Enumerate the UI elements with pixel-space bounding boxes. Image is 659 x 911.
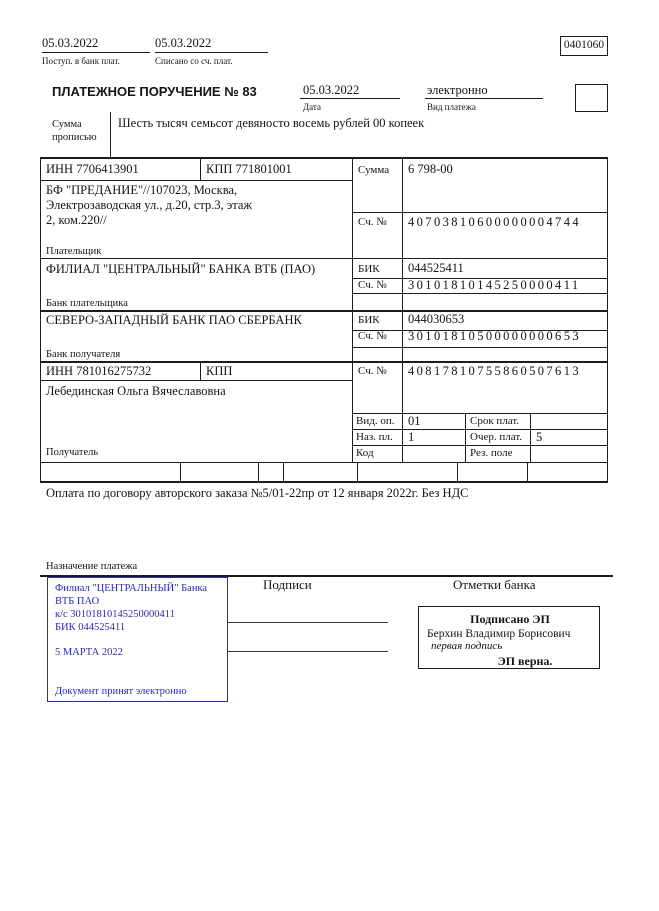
payer-kpp: КПП 771801001 — [206, 162, 292, 176]
payer-inn: ИНН 7706413901 — [46, 162, 139, 176]
payment-type-label: Вид платежа — [427, 102, 476, 112]
payment-type-underline — [425, 98, 543, 99]
stamp-line3: к/с 30101810145250000411 — [55, 609, 175, 620]
extra-row-divider-1 — [180, 462, 181, 481]
payer-address-line2: Электрозаводская ул., д.20, стр.3, этаж — [46, 198, 253, 212]
payee-account: 40817810755860507613 — [408, 364, 581, 378]
payment-purpose-text: Оплата по договору авторского заказа №5/01-22пр от 12 января 2022г. Без НДС — [46, 486, 469, 500]
op-type-label: Вид. оп. — [356, 415, 395, 427]
table-border-left — [40, 157, 41, 481]
reserve-label: Рез. поле — [470, 447, 513, 459]
signature-line-2 — [228, 651, 388, 652]
border-under-amount — [352, 212, 608, 213]
border-under-payee-inn — [40, 380, 352, 381]
code-label: Код — [356, 447, 374, 459]
bank-electronic-stamp — [47, 577, 228, 702]
signatures-label: Подписи — [263, 577, 312, 592]
extra-row-divider-4 — [357, 462, 358, 481]
signed-ep-kind: первая подпись — [431, 640, 503, 652]
minitable-border-row1 — [352, 429, 608, 430]
received-date-value: 05.03.2022 — [42, 36, 99, 50]
doc-date-value: 05.03.2022 — [303, 83, 360, 97]
payee-bank-bik-label: БИК — [358, 314, 380, 326]
payer-bank-bik-label: БИК — [358, 263, 380, 275]
divider-label-column — [352, 157, 353, 462]
signed-ep-stamp — [418, 606, 600, 669]
payer-label: Плательщик — [46, 246, 102, 257]
due-date-label: Срок плат. — [470, 415, 520, 427]
payee-label: Получатель — [46, 447, 99, 458]
payer-bank-name: ФИЛИАЛ "ЦЕНТРАЛЬНЫЙ" БАНКА ВТБ (ПАО) — [46, 262, 316, 276]
signed-ep-title: Подписано ЭП — [470, 612, 550, 626]
payer-bank-account-label: Сч. № — [358, 279, 387, 291]
table-border-right — [607, 157, 608, 481]
amount-value: 6 798-00 — [408, 162, 453, 176]
payee-bank-bik: 044030653 — [408, 312, 465, 326]
border-under-payer-inn — [40, 180, 352, 181]
amount-words-label: Сумма прописью — [52, 119, 97, 143]
amount-cell-label: Сумма — [358, 164, 390, 176]
divider-payer-inn-kpp — [200, 157, 201, 180]
form-code-box — [560, 36, 608, 56]
stamp-line4: БИК 044525411 — [55, 622, 126, 633]
debited-date-value: 05.03.2022 — [155, 36, 212, 50]
payer-bank-label: Банк плательщика — [46, 298, 128, 309]
stamp-line1: Филиал "ЦЕНТРАЛЬНЫЙ" Банка — [55, 583, 208, 594]
stamp-date: 5 МАРТА 2022 — [55, 647, 123, 658]
extra-row-divider-5 — [457, 462, 458, 481]
extra-row-divider-2 — [258, 462, 259, 481]
payer-bank-account: 30101810145250000411 — [408, 278, 581, 292]
border-under-payerbank-acct — [352, 293, 608, 294]
payment-type-value: электронно — [427, 83, 488, 97]
divider-payee-inn-kpp — [200, 361, 201, 380]
status-box-empty — [575, 84, 608, 112]
payer-address-line1: БФ "ПРЕДАНИЕ"//107023, Москва, — [46, 183, 238, 197]
extra-row-border-bottom — [40, 481, 608, 483]
minitable-divider-1 — [465, 413, 466, 462]
received-date-label: Поступ. в банк плат. — [42, 56, 120, 66]
payer-address-line3: 2, ком.220// — [46, 213, 107, 227]
debited-date-label: Списано со сч. плат. — [155, 56, 233, 66]
minitable-border-top — [352, 413, 608, 414]
payment-purpose-label: Назначение платежа — [46, 561, 138, 572]
divider-value-column — [402, 157, 403, 462]
payer-bank-bik: 044525411 — [408, 261, 464, 275]
signed-ep-name: Берхин Владимир Борисович — [427, 628, 571, 640]
stamp-line2: ВТБ ПАО — [55, 596, 100, 607]
extra-row-divider-6 — [527, 462, 528, 481]
payee-kpp: КПП — [206, 364, 233, 378]
amount-words-value: Шесть тысяч семьсот девяносто восемь рублей 00 копеек — [118, 116, 425, 130]
document-title: ПЛАТЕЖНОЕ ПОРУЧЕНИЕ № 83 — [52, 84, 257, 99]
debited-date-underline — [155, 52, 268, 53]
priority-value: 5 — [536, 430, 543, 444]
doc-date-label: Дата — [303, 102, 321, 112]
border-under-payeebank-acct — [352, 347, 608, 348]
payee-bank-account-label: Сч. № — [358, 330, 387, 342]
amount-words-divider — [110, 112, 111, 157]
extra-row-divider-3 — [283, 462, 284, 481]
payee-bank-label: Банк получателя — [46, 349, 121, 360]
payee-bank-name: СЕВЕРО-ЗАПАДНЫЙ БАНК ПАО СБЕРБАНК — [46, 313, 302, 327]
doc-date-underline — [300, 98, 400, 99]
signature-line-1 — [228, 622, 388, 623]
payee-inn: ИНН 781016275732 — [46, 364, 152, 378]
border-under-payer — [40, 258, 608, 259]
received-date-underline — [42, 52, 150, 53]
payee-bank-account: 30101810500000000653 — [408, 329, 581, 343]
payee-account-label: Сч. № — [358, 365, 387, 377]
signed-ep-verified: ЭП верна. — [497, 654, 553, 668]
payer-account-label: Сч. № — [358, 216, 387, 228]
op-type-value: 01 — [408, 414, 421, 428]
payer-account: 40703810600000004744 — [408, 215, 581, 229]
minitable-border-row2 — [352, 445, 608, 446]
stamp-note: Документ принят электронно — [55, 686, 187, 697]
minitable-divider-2 — [530, 413, 531, 462]
purpose-code-value: 1 — [408, 430, 415, 444]
border-under-payee-bank — [40, 361, 608, 363]
bank-marks-label: Отметки банка — [453, 577, 536, 592]
payee-name: Лебединская Ольга Вячеславовна — [46, 384, 226, 398]
table-border-top — [40, 157, 608, 159]
border-under-payer-bank — [40, 310, 608, 312]
purpose-code-label: Наз. пл. — [356, 431, 393, 443]
priority-label: Очер. плат. — [470, 431, 523, 443]
form-code: 0401060 — [563, 39, 605, 51]
table-border-bottom — [40, 462, 608, 463]
